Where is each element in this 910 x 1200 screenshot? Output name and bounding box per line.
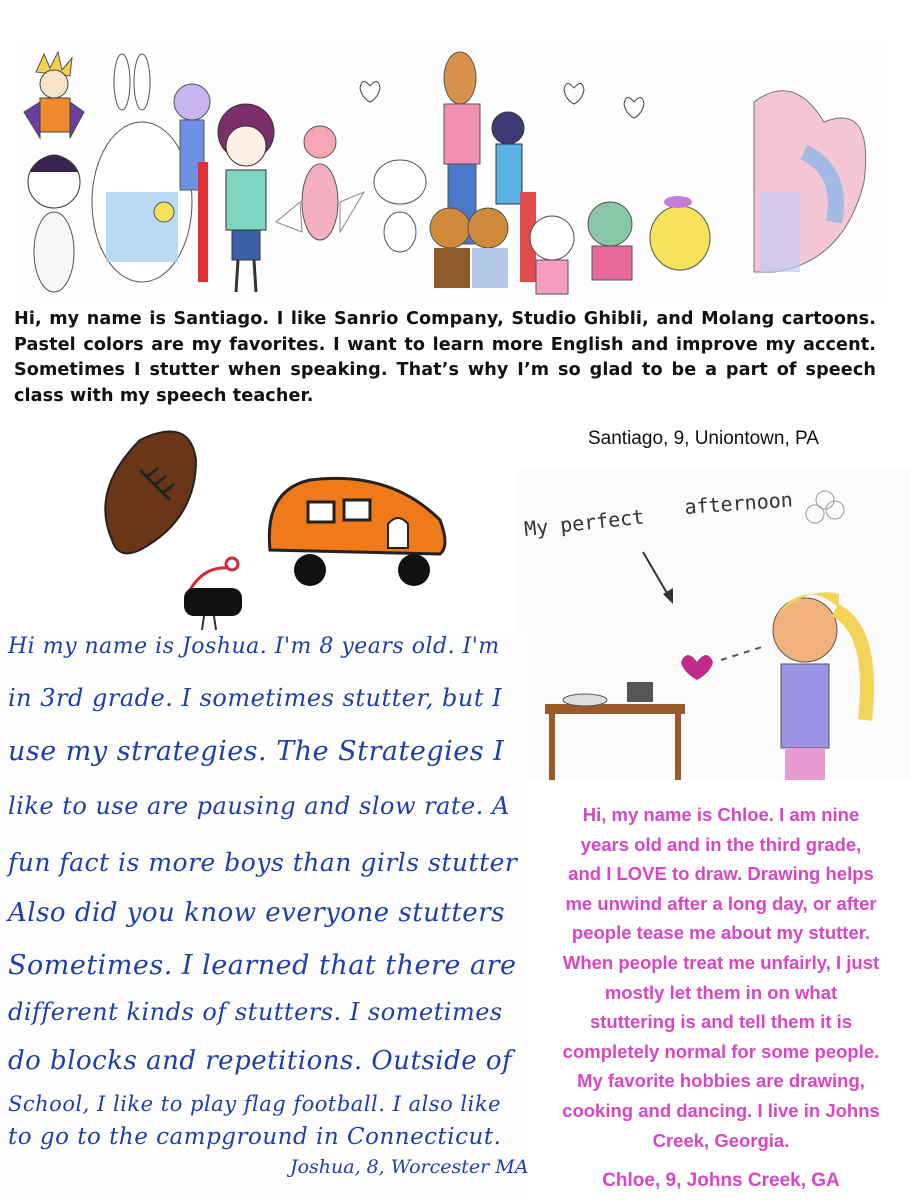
- character-yellow-chick: [650, 196, 710, 270]
- santiago-paragraph: Hi, my name is Santiago. I like Sanrio Company, Studio Ghibli, and Molang cartoons. Pastel colors are my favorites. I want to learn more English and improve my accent. Sometimes I stutter when speaking. That’s why I’m so glad to be a part of speech class with my speech teacher.: [14, 309, 876, 406]
- santiago-signature: Santiago, 9, Uniontown, PA: [588, 428, 819, 449]
- joshua-line: use my strategies. The Strategies I: [8, 736, 505, 767]
- santiago-drawing: [14, 42, 888, 300]
- chloe-signature: Chloe, 9, Johns Creek, GA: [602, 1170, 840, 1191]
- character-pink-bear: [276, 126, 364, 240]
- orange-car-icon: [269, 478, 445, 586]
- character-pink-dog: [530, 216, 574, 294]
- character-dark-hood: [28, 155, 80, 292]
- joshua-line: School, I like to play flag football. I also like: [8, 1092, 501, 1116]
- character-girl-center: [218, 104, 274, 292]
- flower-icon: [806, 491, 844, 523]
- character-white-puppy: [374, 160, 426, 252]
- joshua-signature: Joshua, 8, Worcester MA: [290, 1156, 529, 1178]
- joshua-line: different kinds of stutters. I sometimes: [8, 998, 503, 1026]
- chloe-drawing-label-1: My perfect: [523, 504, 646, 541]
- heart-icon: [624, 97, 644, 118]
- heart-icon: [564, 83, 584, 104]
- chloe-drawing: [515, 470, 910, 780]
- character-pastel-creature: [754, 91, 866, 272]
- joshua-line: Sometimes. I learned that there are: [8, 950, 517, 981]
- joshua-letter: [0, 632, 528, 1200]
- character-green-frog: [588, 202, 632, 280]
- character-bunny: [92, 54, 192, 282]
- joshua-line: in 3rd grade. I sometimes stutter, but I: [8, 684, 503, 712]
- joshua-line: do blocks and repetitions. Outside of: [8, 1046, 513, 1076]
- joshua-line: like to use are pausing and slow rate. A: [8, 792, 510, 820]
- joshua-line: Also did you know everyone stutters: [8, 898, 505, 928]
- joshua-line: fun fact is more boys than girls stutter: [8, 848, 518, 877]
- joshua-drawing: [0, 420, 520, 630]
- chloe-drawing-label-2: afternoon: [683, 487, 794, 519]
- heart-icon: [681, 655, 713, 680]
- arrow-icon: [643, 552, 673, 604]
- character-spiky-hair: [24, 52, 84, 138]
- joshua-line: Hi my name is Joshua. I'm 8 years old. I'm: [8, 634, 500, 659]
- table-icon: [545, 682, 685, 780]
- black-bird-icon: [184, 558, 242, 630]
- heart-icon: [360, 81, 380, 102]
- chloe-paragraph: Hi, my name is Chloe. I am nine years old and in the third grade, and I LOVE to draw. Drawing helps me unwind after a long day, or after people tease me about my stutter. When people treat me unfairly, I just mostly let them in on what stuttering is and tell them it is completely normal for some people. My favorite hobbies are drawing, cooking and dancing. I live in Johns Creek, Georgia.: [562, 804, 880, 1151]
- football-icon: [105, 432, 196, 554]
- joshua-line: to go to the campground in Connecticut.: [8, 1124, 502, 1150]
- girl-figure: [773, 592, 867, 780]
